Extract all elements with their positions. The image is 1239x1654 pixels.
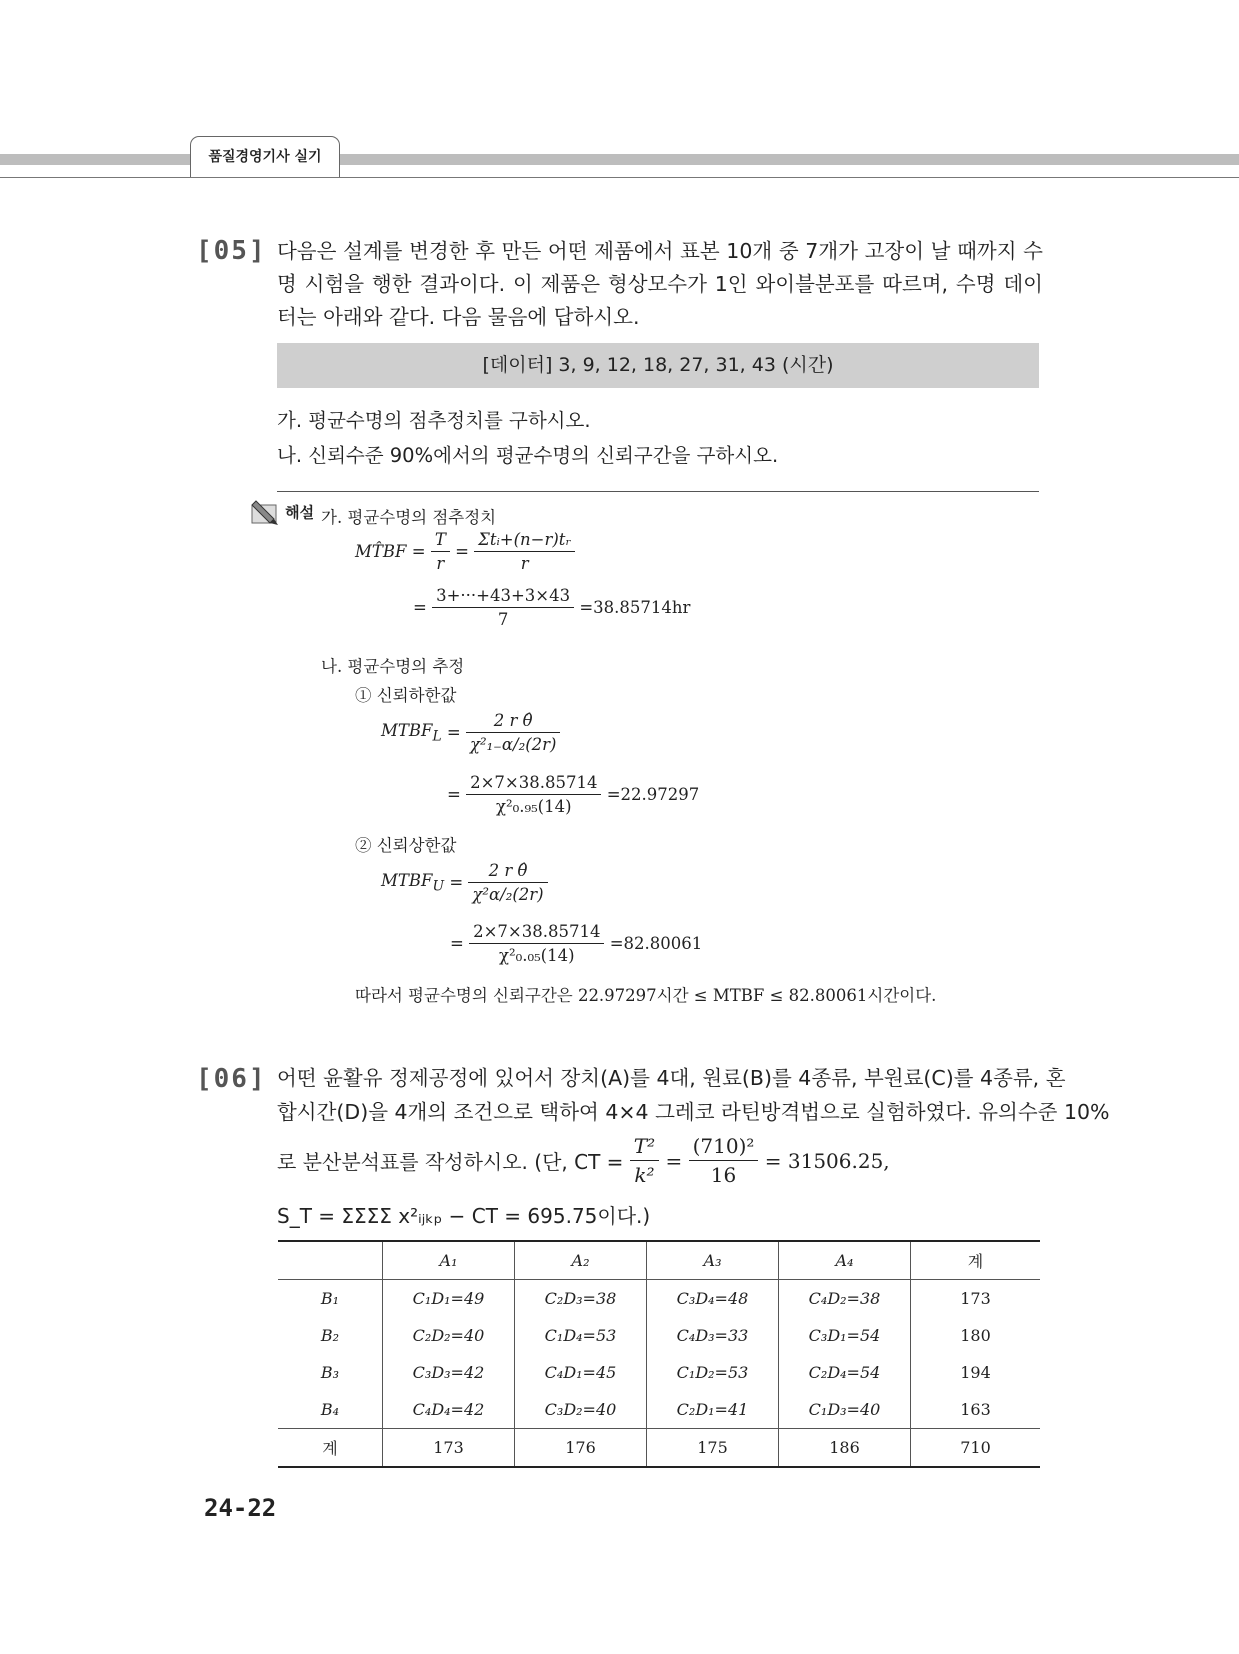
frac-num: 3+···+43+3×43 — [432, 586, 574, 608]
table-cell: B₃ — [278, 1354, 383, 1391]
table-cell: 180 — [960, 1326, 991, 1345]
table-cell: 176 — [515, 1429, 647, 1468]
frac-den: r — [436, 554, 445, 573]
frac-num: Σtᵢ+(n−r)tᵣ — [474, 530, 575, 552]
solution-conclusion: 따라서 평균수명의 신뢰구간은 22.97297시간 ≤ MTBF ≤ 82.80061시간이다. — [355, 986, 937, 1005]
formula-mtbf-upper: $MTBF_U$ = $\frac{\text{2 r θ̂}}{\text{χ²α/₂(2r)}}$ — [381, 861, 548, 904]
question-06-line3: 로 분산분석표를 작성하시오. (단, CT = $\frac{\text{T²}}{\text{k²}}$ = $\frac{\text{(710)²}}{16}$ = 31506.25, — [277, 1134, 890, 1187]
table-header-cell: A₁ — [383, 1241, 515, 1280]
table-cell: 186 — [779, 1429, 911, 1468]
table-row — [278, 1317, 1040, 1354]
table-row — [278, 1280, 1040, 1318]
formula-result: =22.97297 — [606, 785, 700, 804]
table-cell: C₁D₃=40 — [779, 1391, 911, 1429]
table-row — [278, 1391, 1040, 1429]
data-box: [데이터] 3, 9, 12, 18, 27, 31, 43 (시간) — [277, 343, 1039, 388]
table-header-cell: 계 — [967, 1252, 984, 1271]
formula-lhs: MTBF — [381, 870, 433, 890]
table-cell: C₁D₄=53 — [515, 1317, 647, 1354]
frac-den: χ²₁₋α/₂(2r) — [469, 735, 557, 754]
solution-badge — [250, 497, 314, 527]
table-cell: 175 — [647, 1429, 779, 1468]
table-cell: C₄D₃=33 — [647, 1317, 779, 1354]
formula-mtbf-calc: = $\frac{3+\cdot\cdot\cdot+43+3\times 43}{7}$ =38.85714hr — [413, 586, 691, 629]
table-cell: 173 — [383, 1429, 515, 1468]
header-tab: 품질경영기사 실기 — [190, 136, 340, 177]
formula-mtbf-lower-calc: = $\frac{2\times 7\times 38.85714}{\text{χ²₀.₉₅(14)}}$ =22.97297 — [447, 773, 700, 816]
table-cell: 163 — [960, 1400, 991, 1419]
solution-divider — [277, 491, 1039, 492]
table-cell: C₄D₁=45 — [515, 1354, 647, 1391]
table-cell: 173 — [960, 1289, 991, 1308]
formula-mtbf-point: MT̂BF = $\frac{T}{r}$ = $\frac{\text{Σtᵢ+(n−r)tᵣ}}{r}$ — [355, 530, 575, 573]
table-cell: C₃D₂=40 — [515, 1391, 647, 1429]
table-cell: B₄ — [278, 1391, 383, 1429]
frac-num: 2×7×38.85714 — [466, 773, 601, 795]
table-cell: C₂D₂=40 — [383, 1317, 515, 1354]
frac-den: χ²₀.₉₅(14) — [495, 797, 572, 816]
table-total-row — [278, 1429, 1040, 1468]
table-cell: C₂D₄=54 — [779, 1354, 911, 1391]
frac-num: T — [431, 530, 450, 552]
frac-den: 7 — [497, 610, 509, 629]
formula-subscript: L — [432, 728, 442, 745]
question-item-b: 나. 신뢰수준 90%에서의 평균수명의 신뢰구간을 구하시오. — [277, 444, 779, 467]
table-cell: C₃D₃=42 — [383, 1354, 515, 1391]
question-number-05: [05] — [196, 236, 267, 266]
solution-a-title: 가. 평균수명의 점추정치 — [321, 508, 497, 527]
table-cell: B₂ — [278, 1317, 383, 1354]
table-row — [278, 1354, 1040, 1391]
frac-num: (710)² — [689, 1134, 759, 1161]
table-cell: B₁ — [278, 1280, 383, 1318]
question-06-line4: S_T = ΣΣΣΣ x²ᵢⱼₖₚ − CT = 695.75이다.) — [277, 1204, 651, 1228]
header-line — [0, 177, 1239, 178]
pencil-icon — [250, 497, 280, 527]
formula-mtbf-lower: $MTBF_L$ = $\frac{\text{2 r θ̂}}{\text{χ²₁₋α/₂(2r)}}$ — [381, 711, 560, 754]
latin-square-table — [278, 1240, 1040, 1468]
table-cell: C₄D₂=38 — [779, 1280, 911, 1318]
question-05-text: 다음은 설계를 변경한 후 만든 어떤 제품에서 표본 10개 중 7개가 고장이 날 때까지 수명 시험을 행한 결과이다. 이 제품은 형상모수가 1인 와이블분포를 따르며, 수명 데이터는 아래와 같다. 다음 물음에 답하시오. — [277, 239, 1043, 329]
table-cell: 계 — [278, 1429, 383, 1468]
question-item-a: 가. 평균수명의 점추정치를 구하시오. — [277, 409, 591, 432]
page-number: 24-22 — [204, 1494, 277, 1522]
table-cell: 710 — [960, 1438, 991, 1457]
table-cell: C₂D₁=41 — [647, 1391, 779, 1429]
question-number-06: [06] — [196, 1064, 267, 1094]
table-cell: C₃D₄=48 — [647, 1280, 779, 1318]
formula-lhs: MT̂BF — [355, 542, 407, 561]
frac-den: 16 — [710, 1163, 737, 1187]
frac-num: 2×7×38.85714 — [469, 922, 604, 944]
table-cell: C₃D₁=54 — [779, 1317, 911, 1354]
question-06-line1: 어떤 윤활유 정제공정에 있어서 장치(A)를 4대, 원료(B)를 4종류, 부원료(C)를 4종류, 혼 — [277, 1066, 1066, 1090]
header-bar — [0, 154, 1239, 165]
formula-mtbf-upper-calc: = $\frac{2\times 7\times 38.85714}{\text{χ²₀.₀₅(14)}}$ =82.80061 — [450, 922, 703, 965]
frac-den: r — [520, 554, 529, 573]
formula-result: =38.85714hr — [579, 598, 691, 617]
formula-result: =82.80061 — [609, 934, 703, 953]
table-cell: C₄D₄=42 — [383, 1391, 515, 1429]
table-header-cell: A₃ — [647, 1241, 779, 1280]
solution-b2-title: ② 신뢰상한값 — [355, 836, 457, 855]
formula-lhs: MTBF — [381, 720, 433, 740]
table-header-cell: A₄ — [779, 1241, 911, 1280]
frac-den: χ²α/₂(2r) — [472, 885, 544, 904]
table-cell: C₂D₃=38 — [515, 1280, 647, 1318]
frac-den: k² — [634, 1163, 655, 1187]
ct-label: 로 분산분석표를 작성하시오. (단, CT = — [277, 1150, 624, 1174]
ct-result: = 31506.25, — [764, 1148, 890, 1173]
table-header-cell: A₂ — [515, 1241, 647, 1280]
frac-den: χ²₀.₀₅(14) — [498, 946, 575, 965]
solution-label: 해설 — [285, 503, 315, 522]
frac-num: T² — [630, 1134, 659, 1161]
frac-num: 2 r θ̂ — [466, 711, 561, 733]
frac-num: 2 r θ̂ — [468, 861, 547, 883]
table-cell: C₁D₂=53 — [647, 1354, 779, 1391]
table-cell: C₁D₁=49 — [383, 1280, 515, 1318]
solution-b1-title: ① 신뢰하한값 — [355, 686, 457, 705]
formula-subscript: U — [432, 878, 445, 895]
table-header-cell — [278, 1241, 383, 1280]
table-header-row — [278, 1241, 1040, 1280]
question-06-line2: 합시간(D)을 4개의 조건으로 택하여 4×4 그레코 라틴방격법으로 실험하였다. 유의수준 10% — [277, 1100, 1110, 1124]
table-cell: 194 — [960, 1363, 991, 1382]
solution-b-title: 나. 평균수명의 추정 — [321, 657, 465, 676]
